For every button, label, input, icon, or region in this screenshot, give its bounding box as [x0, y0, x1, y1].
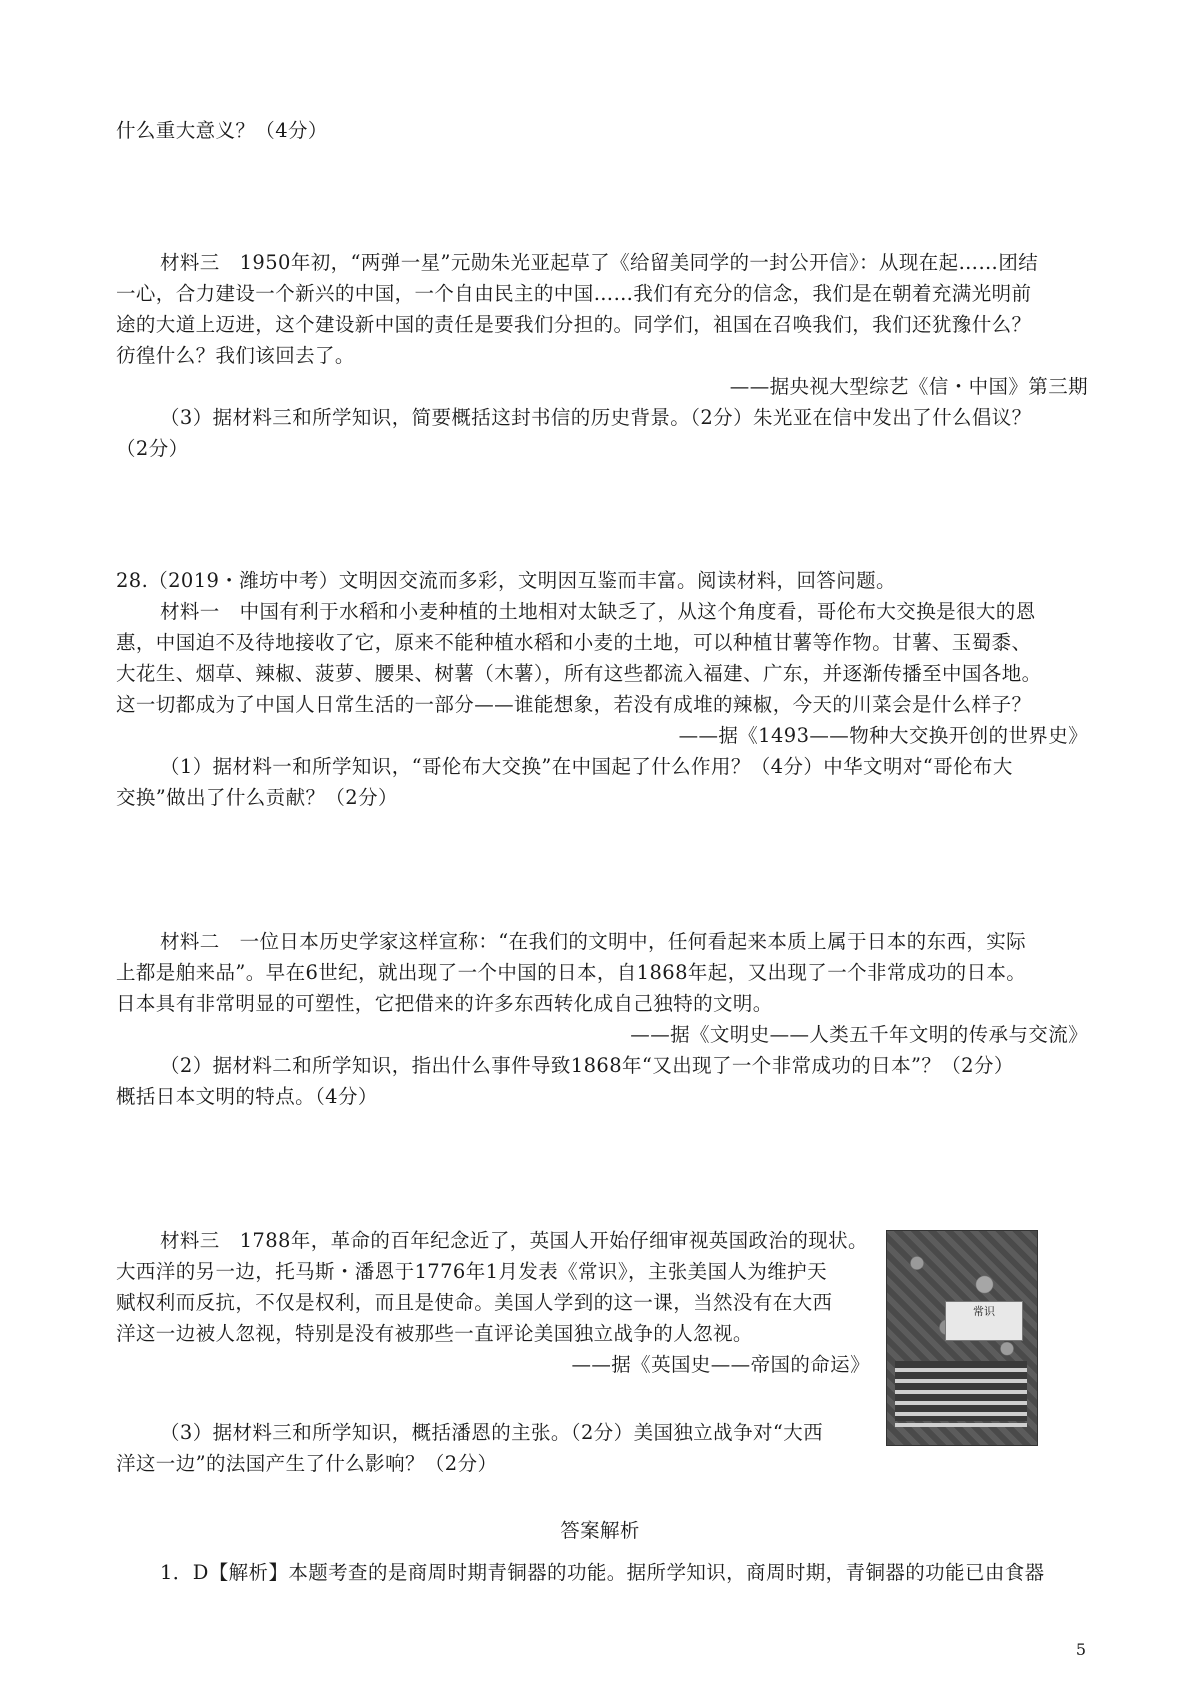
text-line: 材料二 一位日本历史学家这样宣称：“在我们的文明中，任何看起来本质上属于日本的东西，实际: [160, 930, 1027, 953]
question-text: （2）据材料二和所学知识，指出什么事件导致1868年“又出现了一个非常成功的日本”？（2分）: [160, 1054, 1014, 1077]
text-line: 彷徨什么？我们该回去了。: [116, 344, 355, 367]
text-line: 洋这一边被人忽视，特别是没有被那些一直评论美国独立战争的人忽视。: [116, 1322, 753, 1345]
question-text: （3）据材料三和所学知识，简要概括这封书信的历史背景。（2分）朱光亚在信中发出了什么倡议？: [160, 406, 1032, 429]
text-line: 惠，中国迫不及待地接收了它，原来不能种植水稻和小麦的土地，可以种植甘薯等作物。甘薯、玉蜀黍、: [116, 631, 1032, 654]
question-text: （3）据材料三和所学知识，概括潘恩的主张。（2分）美国独立战争对“大西: [160, 1421, 824, 1444]
book-cover-image: [886, 1230, 1038, 1446]
text-line: 材料三 1788年，革命的百年纪念近了，英国人开始仔细审视英国政治的现状。: [160, 1229, 868, 1252]
source-citation: ——据《文明史——人类五千年文明的传承与交流》: [630, 1023, 1088, 1046]
book-cover-label: [945, 1301, 1023, 1341]
question-heading: 28.（2019・潍坊中考）文明因交流而多彩，文明因互鉴而丰富。阅读材料，回答问题。: [116, 569, 896, 592]
question-text: 概括日本文明的特点。（4分）: [116, 1085, 378, 1108]
question-text: 洋这一边”的法国产生了什么影响？（2分）: [116, 1452, 498, 1475]
answer-heading: 答案解析: [560, 1519, 640, 1542]
source-citation: ——据央视大型综艺《信・中国》第三期: [729, 375, 1088, 398]
text-line: 什么重大意义？（4分）: [116, 119, 328, 142]
source-citation: ——据《英国史——帝国的命运》: [571, 1353, 870, 1376]
text-line: 大花生、烟草、辣椒、菠萝、腰果、树薯（木薯），所有这些都流入福建、广东，并逐渐传播至中国各地。: [116, 662, 1042, 685]
text-line: 一心，合力建设一个新兴的中国，一个自由民主的中国……我们有充分的信念，我们是在朝着充满光明前: [116, 282, 1032, 305]
question-text: （1）据材料一和所学知识，“哥伦布大交换”在中国起了什么作用？（4分）中华文明对“哥伦布大: [160, 755, 1013, 778]
text-line: 途的大道上迈进，这个建设新中国的责任是要我们分担的。同学们，祖国在召唤我们，我们还犹豫什么？: [116, 313, 1032, 336]
page-number: 5: [1075, 1640, 1086, 1659]
book-cover-text-block: [895, 1361, 1027, 1421]
question-text: （2分）: [116, 437, 189, 460]
text-line: 材料三 1950年初，“两弹一星”元勋朱光亚起草了《给留美同学的一封公开信》：从现在起……团结: [160, 251, 1039, 274]
source-citation: ——据《1493——物种大交换开创的世界史》: [678, 724, 1088, 747]
answer-text: 1．D【解析】本题考查的是商周时期青铜器的功能。据所学知识，商周时期，青铜器的功能已由食器: [160, 1561, 1045, 1584]
text-line: 大西洋的另一边，托马斯・潘恩于1776年1月发表《常识》，主张美国人为维护天: [116, 1260, 827, 1283]
book-title: 常识: [973, 1305, 995, 1318]
text-line: 这一切都成为了中国人日常生活的一部分——谁能想象，若没有成堆的辣椒，今天的川菜会是什么样子？: [116, 693, 1032, 716]
text-line: 赋权利而反抗，不仅是权利，而且是使命。美国人学到的这一课，当然没有在大西: [116, 1291, 833, 1314]
text-line: 上都是舶来品”。早在6世纪，就出现了一个中国的日本，自1868年起，又出现了一个非常成功的日本。: [116, 961, 1027, 984]
text-line: 材料一 中国有利于水稻和小麦种植的土地相对太缺乏了，从这个角度看，哥伦布大交换是很大的恩: [160, 600, 1036, 623]
text-line: 日本具有非常明显的可塑性，它把借来的许多东西转化成自己独特的文明。: [116, 992, 773, 1015]
question-text: 交换”做出了什么贡献？（2分）: [116, 786, 398, 809]
